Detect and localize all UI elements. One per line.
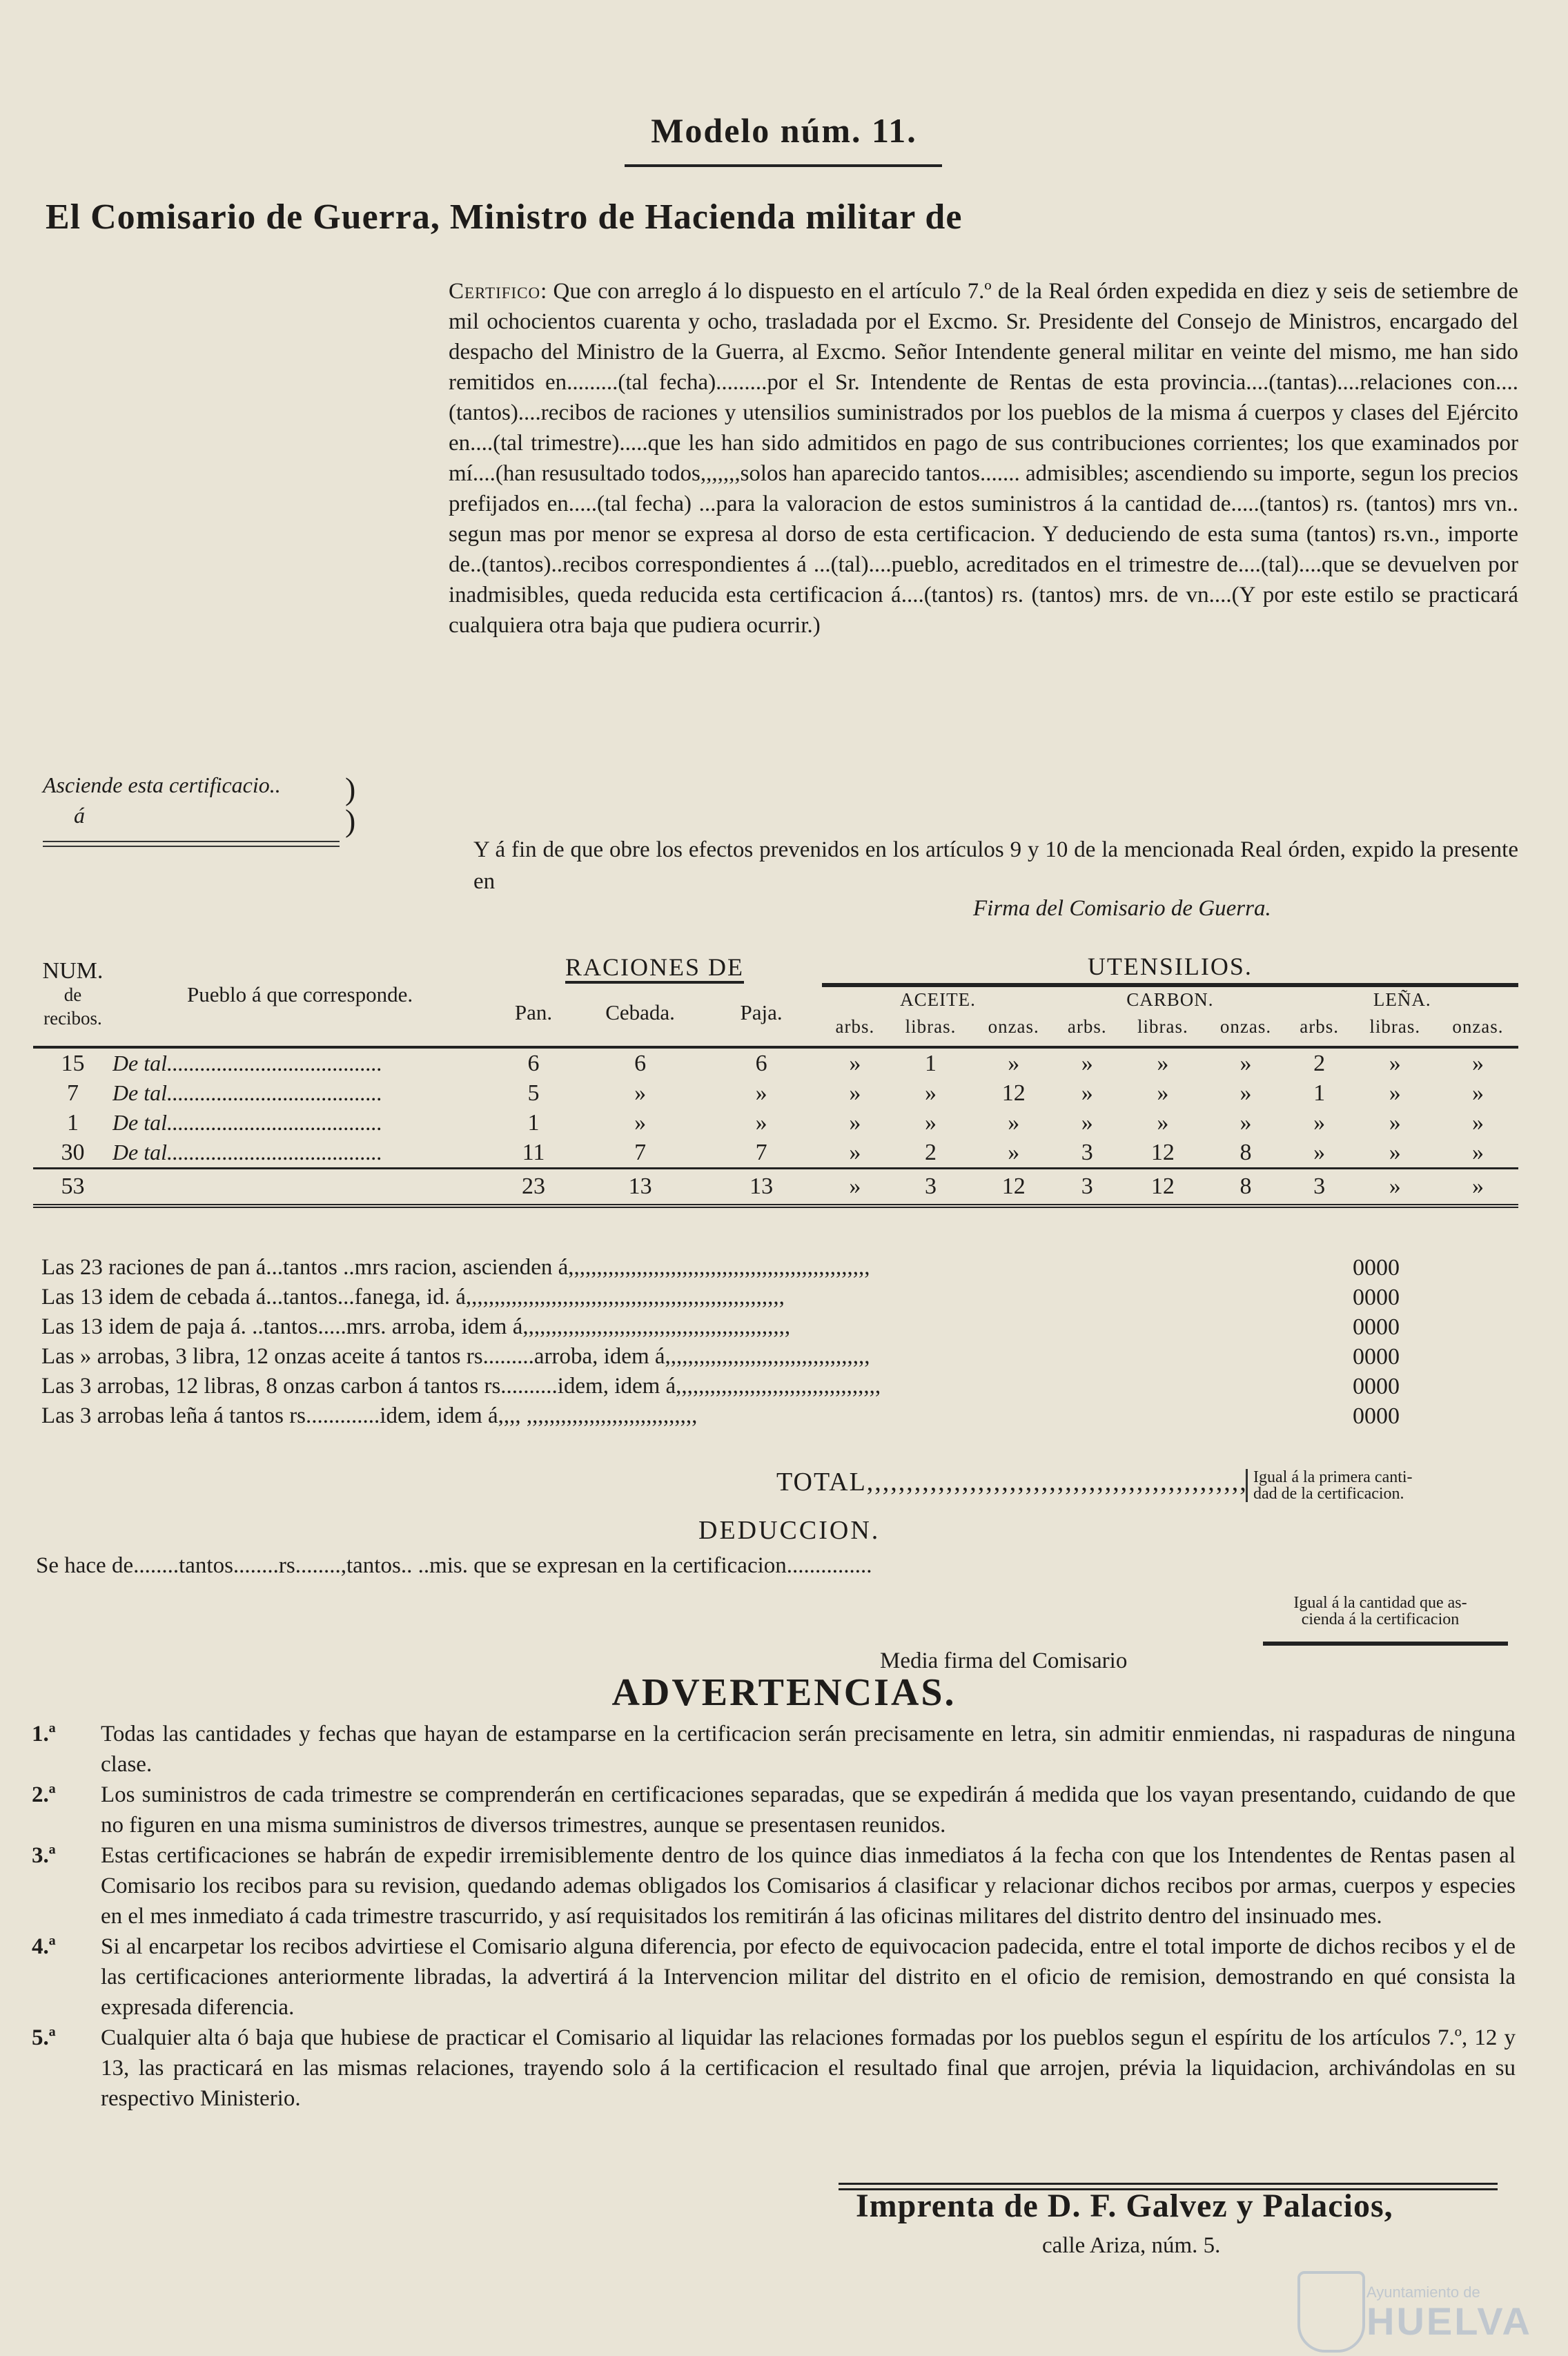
document-heading: El Comisario de Guerra, Ministro de Hacienda militar de xyxy=(46,197,963,237)
unit-col: onzas. xyxy=(988,1015,1039,1037)
half-signature-label: Media firma del Comisario xyxy=(880,1648,1128,1673)
unit-col: libras. xyxy=(1137,1015,1188,1037)
total-label: TOTAL,,,,,,,,,,,,,,,,,,,,,,,,,,,,,,,,,,,,,,,,,,,,,,,, xyxy=(776,1468,1248,1497)
unit-col: arbs. xyxy=(1300,1015,1339,1037)
ration-table xyxy=(33,949,1518,1208)
col-paja: Paja. xyxy=(740,1000,783,1024)
table-row: 15 De tal....................................... 6 6 6 » 1 » » » » 2 » » xyxy=(61,1050,1484,1076)
side-rule xyxy=(43,846,340,847)
total-note: Igual á la primera canti- dad de la certificacion. xyxy=(1246,1469,1413,1502)
warning-item: 3.ª Estas certificaciones se habrán de expedir irremisiblemente dentro de los quince dias inmediatos á la fecha con que los Intendentes de Rentas pasen al Comisario los recibos para su revision, quedando ademas obligados los Comisarios á clasificar y relacionar dichos recibos por armas, cuerpos y especies en el mes inmediato á cada trimestre trascurrido, y así requisitados los remitirán á las oficinas militares del distrito dentro del insinuado mes. xyxy=(32,1843,1516,1929)
valuation-line: Las 3 arrobas leña á tantos rs.............idem, idem á,,,, ,,,,,,,,,,,,,,,,,,,,,,,,,,,,,, 0000 xyxy=(41,1403,1400,1429)
valuation-line: Las 13 idem de paja á. ..tantos.....mrs. arroba, idem á,,,,,,,,,,,,,,,,,,,,,,,,,,,,,,,,,,,,,,,,,,,,,,, 0000 xyxy=(41,1314,1400,1340)
aceite-header: ACEITE. xyxy=(822,985,1054,1013)
watermark-seal xyxy=(1297,2271,1553,2347)
side-note-line1: Asciende esta certificacio.. xyxy=(43,772,281,797)
printer-rule xyxy=(839,2183,1498,2185)
title-rule xyxy=(625,164,942,167)
side-note-line2: á xyxy=(74,803,85,828)
valuation-line: Las » arrobas, 3 libra, 12 onzas aceite á tantos rs.........arroba, idem á,,,,,,,,,,,,,,,,,,,,,,,,,,,,,,,,,,,, 0000 xyxy=(41,1344,1400,1370)
valuation-lines xyxy=(41,1255,1498,1433)
valuation-line: Las 3 arrobas, 12 libras, 8 onzas carbon á tantos rs..........idem, idem á,,,,,,,,,,,,,,,,,,,,,,,,,,,,,,,,,,,, 0000 xyxy=(41,1374,1400,1399)
watermark-big-text: HUELVA xyxy=(1366,2299,1532,2343)
deduction-rule xyxy=(1263,1642,1508,1646)
unit-col: onzas. xyxy=(1219,1015,1272,1037)
table-row: 7 De tal....................................... 5 » » » » 12 » » » 1 » » xyxy=(66,1080,1484,1106)
warning-item: 5.ª Cualquier alta ó baja que hubiese de practicar el Comisario al liquidar las relaciones formadas por los pueblos segun el espíritu de los artículos 7.º, 12 y 13, las practicará en las mismas relaciones, trayendo solo á la certificacion el resultado final que arrojen, prévia la liquidacion, archivándolas en su respectivo Ministerio. xyxy=(32,2025,1516,2111)
side-brace: ) ) xyxy=(345,771,356,838)
lena-header: LEÑA. xyxy=(1286,985,1518,1013)
unit-col: onzas. xyxy=(1452,1015,1504,1037)
certification-paragraph xyxy=(449,276,1518,641)
watermark-small-text: Ayuntamiento de xyxy=(1366,2284,1480,2301)
unit-col: libras. xyxy=(1369,1015,1421,1037)
unit-col: arbs. xyxy=(1067,1015,1107,1037)
pueblo-header: Pueblo á que corresponde. xyxy=(186,982,413,1006)
num-header: NUM. de recibos. xyxy=(42,958,104,1029)
coat-of-arms-icon xyxy=(1297,2271,1365,2353)
side-note xyxy=(43,770,281,830)
raciones-header: RACIONES DE xyxy=(487,949,822,985)
closing-paragraph: Y á fin de que obre los efectos prevenidos en los artículos 9 y 10 de la mencionada Real órden, expido la presente en xyxy=(473,837,1518,894)
deduction-title: DEDUCCION. xyxy=(698,1516,881,1545)
deduction-note: Igual á la cantidad que as- cienda á la certificacion xyxy=(1293,1594,1467,1628)
printer-address: calle Ariza, núm. 5. xyxy=(1042,2233,1221,2258)
warnings-title: ADVERTENCIAS. xyxy=(611,1671,957,1714)
side-rule xyxy=(43,841,340,842)
table-row: 1 De tal....................................... 1 » » » » » » » » » » » xyxy=(66,1109,1484,1136)
valuation-line: Las 13 idem de cebada á...tantos...fanega, id. á,,,,,,,,,,,,,,,,,,,,,,,,,,,,,,,,,,,,,,,,,,,,,,,,,,,,,,,, 0000 xyxy=(41,1285,1400,1310)
table-row: 30 De tal....................................... 11 7 7 » 2 » 3 12 8 » » » xyxy=(61,1139,1484,1165)
signature-label: Firma del Comisario de Guerra. xyxy=(973,896,1271,921)
unit-col: libras. xyxy=(905,1015,957,1037)
certification-lead: Certifico xyxy=(449,279,541,304)
warning-item: 4.ª Si al encarpetar los recibos advirtiese el Comisario alguna diferencia, por efecto de equivocacion padecida, entre el total importe de dichos recibos y el de las certificaciones anteriormente libradas, la advertirá á la Intervencion militar del distrito en el oficio de remision, demostrando en qué consista la expresada diferencia. xyxy=(32,1934,1516,2020)
warning-item: 1.ª Todas las cantidades y fechas que hayan de estamparse en la certificacion serán precisamente en letra, sin admitir enmiendas, ni raspaduras de ninguna clase. xyxy=(32,1722,1516,1777)
utensilios-header: UTENSILIOS. xyxy=(1087,952,1253,980)
deduction-line: Se hace de........tantos........rs........,tantos.. ..mis. que se expresan en la certificacion............... xyxy=(36,1553,872,1578)
col-pan: Pan. xyxy=(514,1000,553,1024)
printer-name: Imprenta de D. F. Galvez y Palacios, xyxy=(856,2188,1393,2224)
table-total-row: 53 23 13 13 » 3 12 3 12 8 3 » » xyxy=(33,1169,1518,1207)
warning-item: 2.ª Los suministros de cada trimestre se comprenderán en certificaciones separadas, que se expedirán á medida que los vayan presentando, cuidando de que no figuren en una misma suministros de diversos trimestres, aunque se presentasen reunidos. xyxy=(32,1782,1516,1838)
col-cebada: Cebada. xyxy=(605,1000,675,1024)
model-title: Modelo núm. 11. xyxy=(651,111,917,150)
certification-text: : Que con arreglo á lo dispuesto en el artículo 7.º de la Real órden expedida en diez y seis de setiembre de mil ochocientos cuarenta y ocho, trasladada por el Excmo. Sr. Presidente del Consejo de Ministros, encargado del despacho del Ministro de la Guerra, al Excmo. Señor Intendente general militar en veinte del mismo, me han sido remitidos en.........(tal fecha).........por el Sr. Intendente de Rentas de esta provincia....(tantas)....relaciones con....(tantos)....recibos de raciones y utensilios suministrados por los pueblos de la misma á cuerpos y clases del Ejército en....(tal trimestre).....que les han sido admitidos en pago de sus contribuciones corrientes; los que examinados por mí....(han resusultado todos,,,,,,,solos han aparecido tantos....... admisibles; ascendiendo su importe, segun los precios prefijados en.....(tal fecha) ...para la valoracion de estos suministros á la cantidad de.....(tantos) rs. (tantos) mrs vn.. segun mas por menor se expresa al dorso de esta certificacion. Y deduciendo de esta suma (tantos) rs.vn., importe de..(tantos)..recibos correspondientes á ...(tal)....pueblo, acreditados en el trimestre de....(tal)....que se devuelven por inadmisibles, queda reducida esta certificacion á....(tantos) rs. (tantos) mrs. de vn....(Y por este estilo se practicará cualquiera otra baja que pudiera ocurrir.) xyxy=(449,279,1518,638)
unit-col: arbs. xyxy=(835,1015,875,1037)
valuation-line: Las 23 raciones de pan á...tantos ..mrs racion, ascienden á,,,,,,,,,,,,,,,,,,,,,,,,,,,,,,,,,,,,,,,,,,,,,,,,,,,,, 0000 xyxy=(41,1255,1400,1281)
carbon-header: CARBON. xyxy=(1054,985,1286,1013)
warnings-list xyxy=(32,1719,1516,2114)
